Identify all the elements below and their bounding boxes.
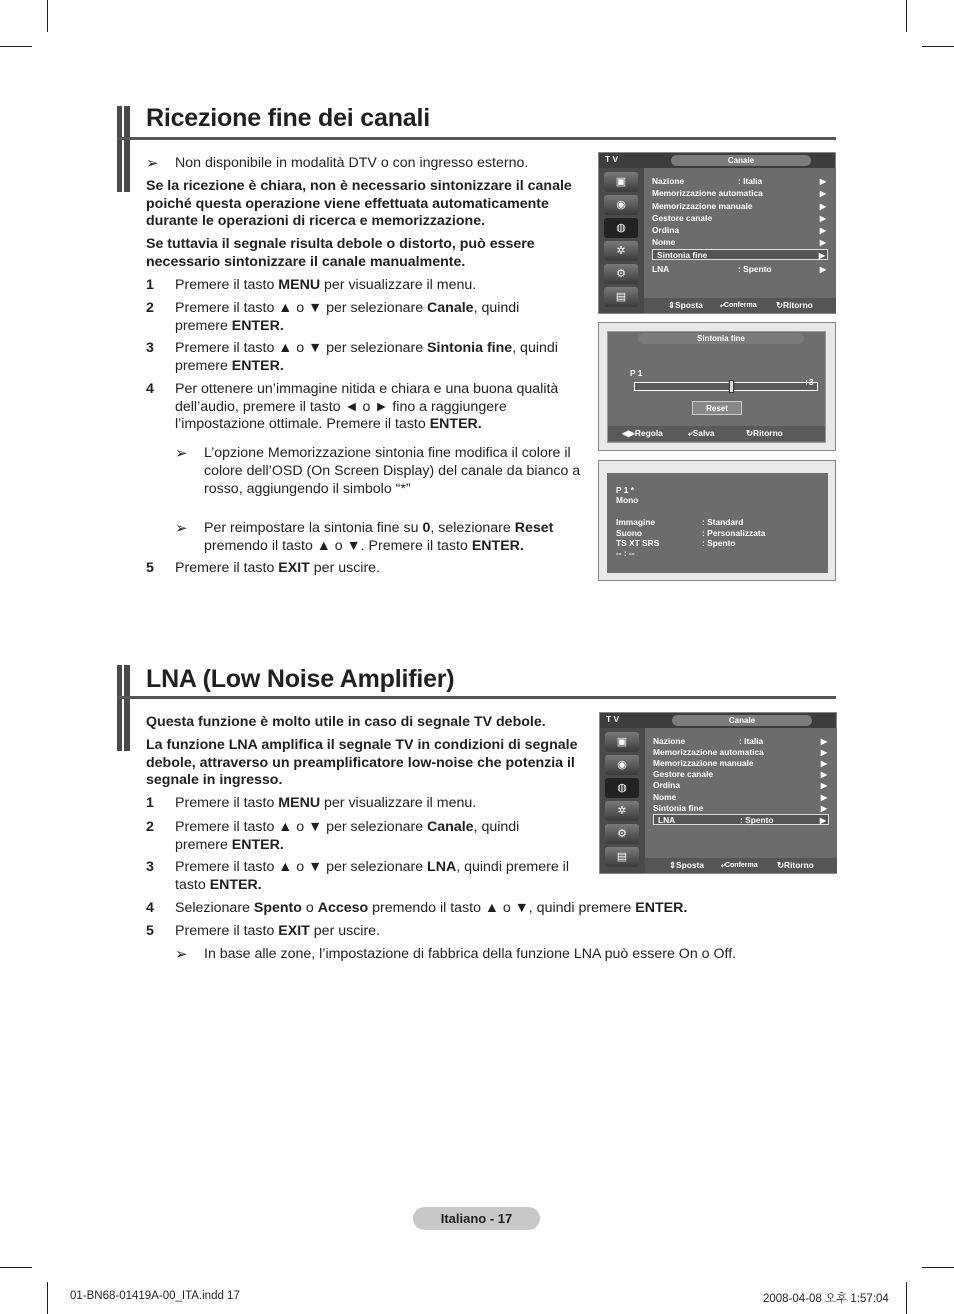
sound-icon: ◉ (605, 755, 639, 775)
osd-row[interactable]: Gestore canale ▶ (653, 769, 827, 779)
osd-footer: ◀▶ Regola ⤶ Salva ↻ Ritorno (608, 426, 825, 441)
note-arrow-icon: ➢ (146, 155, 159, 172)
section-title-fine-tuning: Ricezione fine dei canali (146, 104, 430, 132)
section-marker (117, 106, 130, 192)
osd-fine-tuning (598, 322, 836, 451)
note-arrow-icon: ➢ (175, 520, 188, 537)
input-icon: ⚙ (605, 824, 639, 844)
osd-row[interactable]: Gestore canale ▶ (652, 213, 826, 223)
osd-channel-menu-lna: T V Canale ▣ ◉ ◍ ✲ ⚙ ▤ Nazione : Italia ▶ Memorizzazione automatica ▶ Memorizzazione manuale ▶ Gestore canale ▶ Ordina ▶ Nome ▶ Sintonia fine ▶ LNA : Spento ▶ ⇕ Sposta ⤶ Conferma ↻ Ritorno (599, 712, 837, 874)
setup-icon: ✲ (604, 241, 638, 261)
page-number: Italiano - 17 (413, 1207, 540, 1230)
osd-row[interactable]: Memorizzazione automatica ▶ (652, 188, 826, 198)
osd-row[interactable]: Ordina ▶ (653, 780, 827, 790)
crop-mark (0, 46, 32, 47)
info-row: Immagine : Standard (616, 517, 744, 527)
setup-icon: ✲ (605, 801, 639, 821)
crop-mark (922, 1267, 954, 1268)
section-title-lna: LNA (Low Noise Amplifier) (146, 665, 455, 693)
crop-mark (906, 0, 907, 32)
section-marker (117, 665, 130, 751)
osd-footer: ⇕ Sposta ⤶ Conferma ↻ Ritorno (645, 858, 837, 873)
info-time: -- : -- (616, 548, 635, 558)
intro-paragraph: Se tuttavia il segnale risulta debole o distorto, può essere necessario sintonizzare il canale manualmente. (146, 236, 535, 270)
osd-row[interactable]: Nome ▶ (652, 237, 826, 247)
osd-channel-info (598, 460, 836, 581)
osd-sidebar (600, 728, 645, 873)
section-rule (117, 137, 836, 140)
input-icon: ⚙ (604, 264, 638, 284)
osd-sidebar (599, 168, 644, 313)
intro-paragraph: Questa funzione è molto utile in caso di segnale TV debole. (146, 714, 546, 730)
sound-icon: ◉ (604, 195, 638, 215)
osd-channel-menu: T V Canale ▣ ◉ ◍ ✲ ⚙ ▤ Nazione : Italia ▶ Memorizzazione automatica ▶ Memorizzazione manuale ▶ Gestore canale ▶ Ordina ▶ Nome ▶ Sintonia fine ▶ LNA : Spento ▶ ⇕ Sposta ⤶ Conferma ↻ Ritorno (598, 152, 836, 314)
intro-paragraph: Se la ricezione è chiara, non è necessario sintonizzare il canale poiché questa operazione viene effettuata automaticamente durante le operazioni di ricerca e memorizzazione. (146, 178, 572, 230)
osd-row[interactable]: Sintonia fine ▶ (653, 803, 827, 813)
note-arrow-icon: ➢ (175, 946, 188, 963)
note-arrow-icon: ➢ (175, 445, 188, 462)
info-row: TS XT SRS : Spento (616, 538, 736, 548)
intro-paragraph: La funzione LNA amplifica il segnale TV in condizioni di segnale debole, attraverso un preamplificatore low-noise che potenzia il segnale in ingresso. (146, 737, 578, 789)
crop-mark (0, 1267, 32, 1268)
section-rule (117, 696, 836, 699)
crop-mark (922, 46, 954, 47)
osd-row[interactable]: Ordina ▶ (652, 225, 826, 235)
osd-row[interactable]: Nazione : Italia ▶ (653, 736, 827, 746)
osd-menu-title: Canale (672, 715, 812, 726)
slider-thumb[interactable] (729, 380, 734, 393)
info-row: Suono : Personalizzata (616, 528, 766, 538)
crop-mark (906, 1282, 907, 1314)
imprint-date: 2008-04-08 오후 1:57:04 (763, 1293, 889, 1305)
channel-icon: ◍ (604, 218, 638, 238)
osd-menu-title: Canale (671, 155, 811, 166)
digital-icon: ▤ (604, 287, 638, 307)
fine-value: +3 (804, 377, 814, 387)
fine-tuning-slider[interactable] (634, 382, 818, 391)
osd-row[interactable]: LNA : Spento ▶ (652, 264, 826, 274)
picture-icon: ▣ (604, 172, 638, 192)
info-channel: P 1 * (616, 485, 635, 495)
crop-mark (47, 0, 48, 32)
osd-row-selected[interactable]: LNA : Spento ▶ (653, 814, 829, 825)
osd-row[interactable]: Memorizzazione manuale ▶ (652, 201, 826, 211)
osd-row[interactable]: Nome ▶ (653, 792, 827, 802)
picture-icon: ▣ (605, 732, 639, 752)
digital-icon: ▤ (605, 847, 639, 867)
fine-tuning-title: Sintonia fine (638, 333, 804, 344)
osd-row-selected[interactable]: Sintonia fine ▶ (652, 249, 828, 260)
channel-icon: ◍ (605, 778, 639, 798)
osd-row[interactable]: Memorizzazione manuale ▶ (653, 758, 827, 768)
osd-footer: ⇕ Sposta ⤶ Conferma ↻ Ritorno (644, 298, 836, 313)
osd-row[interactable]: Nazione : Italia ▶ (652, 176, 826, 186)
imprint-file: 01-BN68-01419A-00_ITA.indd 17 (70, 1290, 240, 1302)
reset-button[interactable]: Reset (692, 401, 742, 415)
osd-row[interactable]: Memorizzazione automatica ▶ (653, 747, 827, 757)
crop-mark (47, 1282, 48, 1314)
info-mode: Mono (616, 495, 639, 505)
fine-channel: P 1 (630, 368, 643, 378)
